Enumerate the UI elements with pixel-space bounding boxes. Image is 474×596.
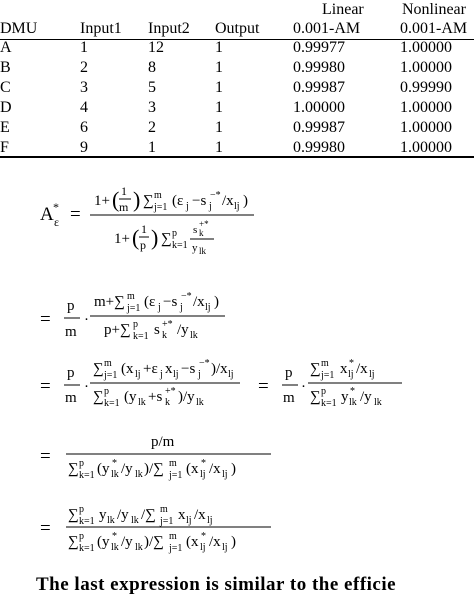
svg-text:m: m (119, 200, 129, 214)
svg-text:m: m (65, 390, 77, 406)
svg-text:lk: lk (199, 246, 207, 256)
svg-text:lj: lj (348, 369, 354, 380)
equation-final (40, 504, 271, 554)
cell-linear: 0.99987 (293, 119, 345, 136)
svg-text:j=1: j=1 (127, 303, 141, 314)
cell-dmu: A (0, 39, 12, 56)
svg-text:y: y (192, 242, 198, 254)
svg-text:m: m (127, 291, 135, 302)
svg-text:(: ( (112, 187, 120, 212)
svg-text:(x: (x (121, 361, 134, 377)
cell-dmu: C (0, 79, 11, 96)
svg-text:1+: 1+ (114, 231, 130, 247)
svg-text:j: j (158, 302, 161, 313)
svg-text:)/∑: )/∑ (144, 461, 164, 477)
svg-text:p: p (67, 365, 75, 381)
equation-step-2 (40, 291, 225, 342)
svg-text:k: k (165, 397, 170, 408)
svg-text:): ) (231, 461, 236, 477)
svg-text:j=1: j=1 (169, 543, 183, 554)
svg-text:=: = (40, 376, 51, 397)
svg-text:*: * (349, 358, 354, 369)
header-input2: Input2 (148, 20, 190, 37)
svg-text:s: s (154, 322, 160, 338)
svg-text:lk: lk (349, 397, 357, 408)
svg-text:+ε: +ε (143, 361, 158, 377)
svg-text:∑: ∑ (68, 461, 79, 477)
svg-text:(y: (y (124, 389, 137, 405)
svg-text:/x: /x (209, 534, 221, 550)
svg-text:−*: −* (199, 358, 210, 369)
svg-text:/y: /y (121, 534, 133, 550)
svg-text:j: j (209, 201, 212, 212)
svg-text:=: = (40, 518, 51, 539)
svg-text:p: p (67, 298, 75, 314)
svg-text:x: x (340, 361, 348, 377)
svg-text:∑: ∑ (93, 389, 104, 405)
cell-dmu: D (0, 99, 12, 116)
svg-text:j=1: j=1 (169, 470, 183, 481)
svg-text:−s: −s (181, 361, 196, 377)
svg-text:p: p (133, 319, 138, 330)
equation-step-3 (40, 358, 402, 409)
svg-text:=: = (40, 309, 51, 330)
svg-text:/y: /y (121, 461, 133, 477)
svg-text:*: * (201, 531, 206, 542)
svg-text:p: p (79, 504, 84, 515)
cell-input2: 5 (148, 79, 156, 96)
svg-text:/x: /x (356, 361, 368, 377)
svg-text:lk: lk (111, 542, 119, 553)
svg-text:): ) (151, 225, 159, 250)
svg-text:)/y: )/y (178, 389, 195, 405)
equation-definition (40, 184, 254, 256)
cell-dmu: E (0, 119, 10, 136)
svg-text:∑: ∑ (68, 534, 79, 550)
header-linear-top: Linear (322, 1, 364, 18)
svg-text:·: · (301, 379, 306, 395)
svg-text:(y: (y (97, 534, 110, 550)
svg-text:=: = (70, 204, 81, 225)
cell-linear: 0.99987 (293, 79, 345, 96)
svg-text:A: A (40, 204, 54, 225)
svg-text:p: p (140, 238, 146, 252)
cell-nonlinear: 1.00000 (400, 119, 452, 136)
svg-text:p: p (285, 365, 293, 381)
svg-text:lj: lj (228, 369, 234, 380)
header-output: Output (215, 20, 260, 37)
svg-text:∑: ∑ (161, 231, 172, 247)
body-text-fragment: The last expression is similar to the efficie (36, 574, 397, 595)
svg-text:m: m (65, 324, 77, 340)
cell-output: 1 (215, 39, 223, 56)
svg-text:m: m (283, 390, 295, 406)
cell-input2: 2 (148, 119, 156, 136)
svg-text:j: j (186, 201, 189, 212)
svg-text:/x: /x (193, 294, 205, 310)
svg-text:·: · (84, 379, 89, 395)
svg-text:/x: /x (209, 461, 221, 477)
svg-text:): ) (243, 193, 248, 209)
svg-text:j=1: j=1 (154, 202, 168, 213)
svg-text:lj: lj (369, 369, 375, 380)
svg-text:*: * (201, 458, 206, 469)
svg-text:·: · (84, 312, 89, 328)
svg-text:)/x: )/x (211, 361, 228, 377)
svg-text:/x: /x (222, 193, 234, 209)
cell-input1: 4 (80, 99, 88, 116)
svg-text:lj: lj (135, 369, 141, 380)
cell-linear: 0.99980 (293, 59, 345, 76)
svg-text:=: = (40, 446, 51, 467)
cell-input2: 8 (148, 59, 156, 76)
svg-text:lj: lj (234, 201, 240, 212)
svg-text:m: m (160, 504, 168, 515)
svg-text:): ) (231, 534, 236, 550)
svg-text:lk: lk (135, 542, 143, 553)
cell-input2: 3 (148, 99, 156, 116)
svg-text:x: x (178, 507, 186, 523)
svg-text:k=1: k=1 (172, 240, 188, 251)
svg-text:lj: lj (222, 542, 228, 553)
svg-text:s: s (193, 224, 198, 236)
svg-text:*: * (53, 200, 59, 214)
svg-text:+*: +* (199, 219, 209, 229)
svg-text:∑: ∑ (310, 361, 321, 377)
svg-text:=: = (258, 376, 269, 397)
svg-text:k=1: k=1 (133, 331, 149, 342)
cell-input1: 1 (80, 39, 88, 56)
svg-text:j: j (180, 302, 183, 313)
cell-output: 1 (215, 59, 223, 76)
svg-text:/y: /y (117, 507, 129, 523)
svg-text:∑: ∑ (310, 389, 321, 405)
svg-text:)/∑: )/∑ (144, 534, 164, 550)
svg-text:(ε: (ε (144, 294, 156, 310)
cell-nonlinear: 0.99990 (400, 79, 452, 96)
svg-text:j=1: j=1 (321, 370, 335, 381)
svg-text:y: y (341, 389, 349, 405)
cell-linear: 0.99980 (293, 139, 345, 156)
equation-step-4 (40, 434, 271, 481)
svg-text:*: * (112, 458, 117, 469)
cell-input2: 1 (148, 139, 156, 156)
svg-text:x: x (165, 361, 173, 377)
svg-text:∑: ∑ (93, 361, 104, 377)
svg-text:lj: lj (186, 515, 192, 526)
svg-text:(y: (y (97, 461, 110, 477)
svg-text:j: j (198, 369, 201, 380)
cell-input1: 6 (80, 119, 88, 136)
svg-text:p: p (104, 386, 109, 397)
header-nonlinear-top: Nonlinear (402, 1, 466, 18)
svg-text:p/m: p/m (151, 434, 175, 450)
svg-text:k=1: k=1 (321, 398, 337, 409)
svg-text:/∑: /∑ (141, 507, 156, 523)
svg-text:/y: /y (177, 322, 189, 338)
svg-text:m: m (169, 458, 177, 469)
svg-text:lj: lj (205, 302, 211, 313)
cell-linear: 1.00000 (293, 99, 345, 116)
svg-text:(x: (x (186, 534, 199, 550)
svg-text:1: 1 (141, 222, 147, 236)
svg-text:lk: lk (374, 397, 382, 408)
cell-input1: 9 (80, 139, 88, 156)
svg-text:k: k (199, 228, 204, 238)
svg-text:lj: lj (200, 542, 206, 553)
svg-text:1+: 1+ (94, 193, 110, 209)
svg-text:(ε: (ε (172, 193, 184, 209)
cell-dmu: F (0, 139, 9, 156)
svg-text:−s: −s (192, 193, 207, 209)
svg-text:+s: +s (148, 389, 163, 405)
svg-text:lj: lj (207, 515, 213, 526)
svg-text:lk: lk (107, 515, 115, 526)
svg-text:−s: −s (163, 294, 178, 310)
svg-text:(x: (x (186, 461, 199, 477)
svg-text:1: 1 (121, 184, 127, 198)
svg-text:k=1: k=1 (79, 470, 95, 481)
cell-output: 1 (215, 139, 223, 156)
svg-text:lk: lk (190, 330, 198, 341)
cell-linear: 0.99977 (293, 39, 345, 56)
cell-output: 1 (215, 99, 223, 116)
svg-text:p+∑: p+∑ (104, 322, 131, 338)
svg-text:): ) (214, 294, 219, 310)
svg-text:ε: ε (54, 215, 60, 229)
svg-text:k=1: k=1 (79, 516, 95, 527)
svg-text:+*: +* (162, 319, 173, 330)
svg-text:): ) (133, 187, 141, 212)
svg-text:lk: lk (131, 515, 139, 526)
svg-text:∑: ∑ (68, 507, 79, 523)
svg-text:lj: lj (200, 469, 206, 480)
cell-output: 1 (215, 119, 223, 136)
svg-text:k=1: k=1 (104, 398, 120, 409)
header-linear-bottom: 0.001-AM (293, 20, 361, 37)
svg-text:lj: lj (173, 369, 179, 380)
svg-text:k=1: k=1 (79, 543, 95, 554)
svg-text:+*: +* (165, 386, 176, 397)
cell-dmu: B (0, 59, 11, 76)
cell-output: 1 (215, 79, 223, 96)
svg-text:−*: −* (181, 291, 192, 302)
cell-nonlinear: 1.00000 (400, 39, 452, 56)
svg-text:m: m (104, 358, 112, 369)
svg-text:p: p (79, 531, 84, 542)
cell-nonlinear: 1.00000 (400, 99, 452, 116)
svg-text:j=1: j=1 (104, 370, 118, 381)
header-input1: Input1 (80, 20, 122, 37)
svg-text:m: m (154, 190, 162, 201)
svg-text:m+∑: m+∑ (94, 294, 125, 310)
svg-text:/x: /x (194, 507, 206, 523)
svg-text:(: ( (132, 225, 140, 250)
svg-text:*: * (350, 386, 355, 397)
svg-text:−*: −* (210, 190, 221, 201)
svg-text:lk: lk (138, 397, 146, 408)
svg-text:∑: ∑ (143, 193, 154, 209)
svg-text:p: p (79, 458, 84, 469)
svg-text:j=1: j=1 (160, 516, 174, 527)
header-nonlinear-bottom: 0.001-AM (400, 20, 468, 37)
cell-nonlinear: 1.00000 (400, 59, 452, 76)
svg-text:p: p (321, 386, 326, 397)
cell-input1: 2 (80, 59, 88, 76)
svg-text:m: m (321, 358, 329, 369)
svg-text:lj: lj (222, 469, 228, 480)
svg-text:lk: lk (196, 397, 204, 408)
header-dmu: DMU (0, 20, 38, 37)
svg-text:y: y (99, 507, 107, 523)
svg-text:/y: /y (360, 389, 372, 405)
cell-nonlinear: 1.00000 (400, 139, 452, 156)
svg-text:p: p (172, 228, 177, 239)
svg-text:lk: lk (111, 469, 119, 480)
cell-input2: 12 (148, 39, 164, 56)
svg-text:j: j (160, 369, 163, 380)
cell-input1: 3 (80, 79, 88, 96)
svg-text:k: k (162, 330, 167, 341)
svg-text:m: m (169, 531, 177, 542)
svg-text:lk: lk (135, 469, 143, 480)
svg-text:*: * (112, 531, 117, 542)
